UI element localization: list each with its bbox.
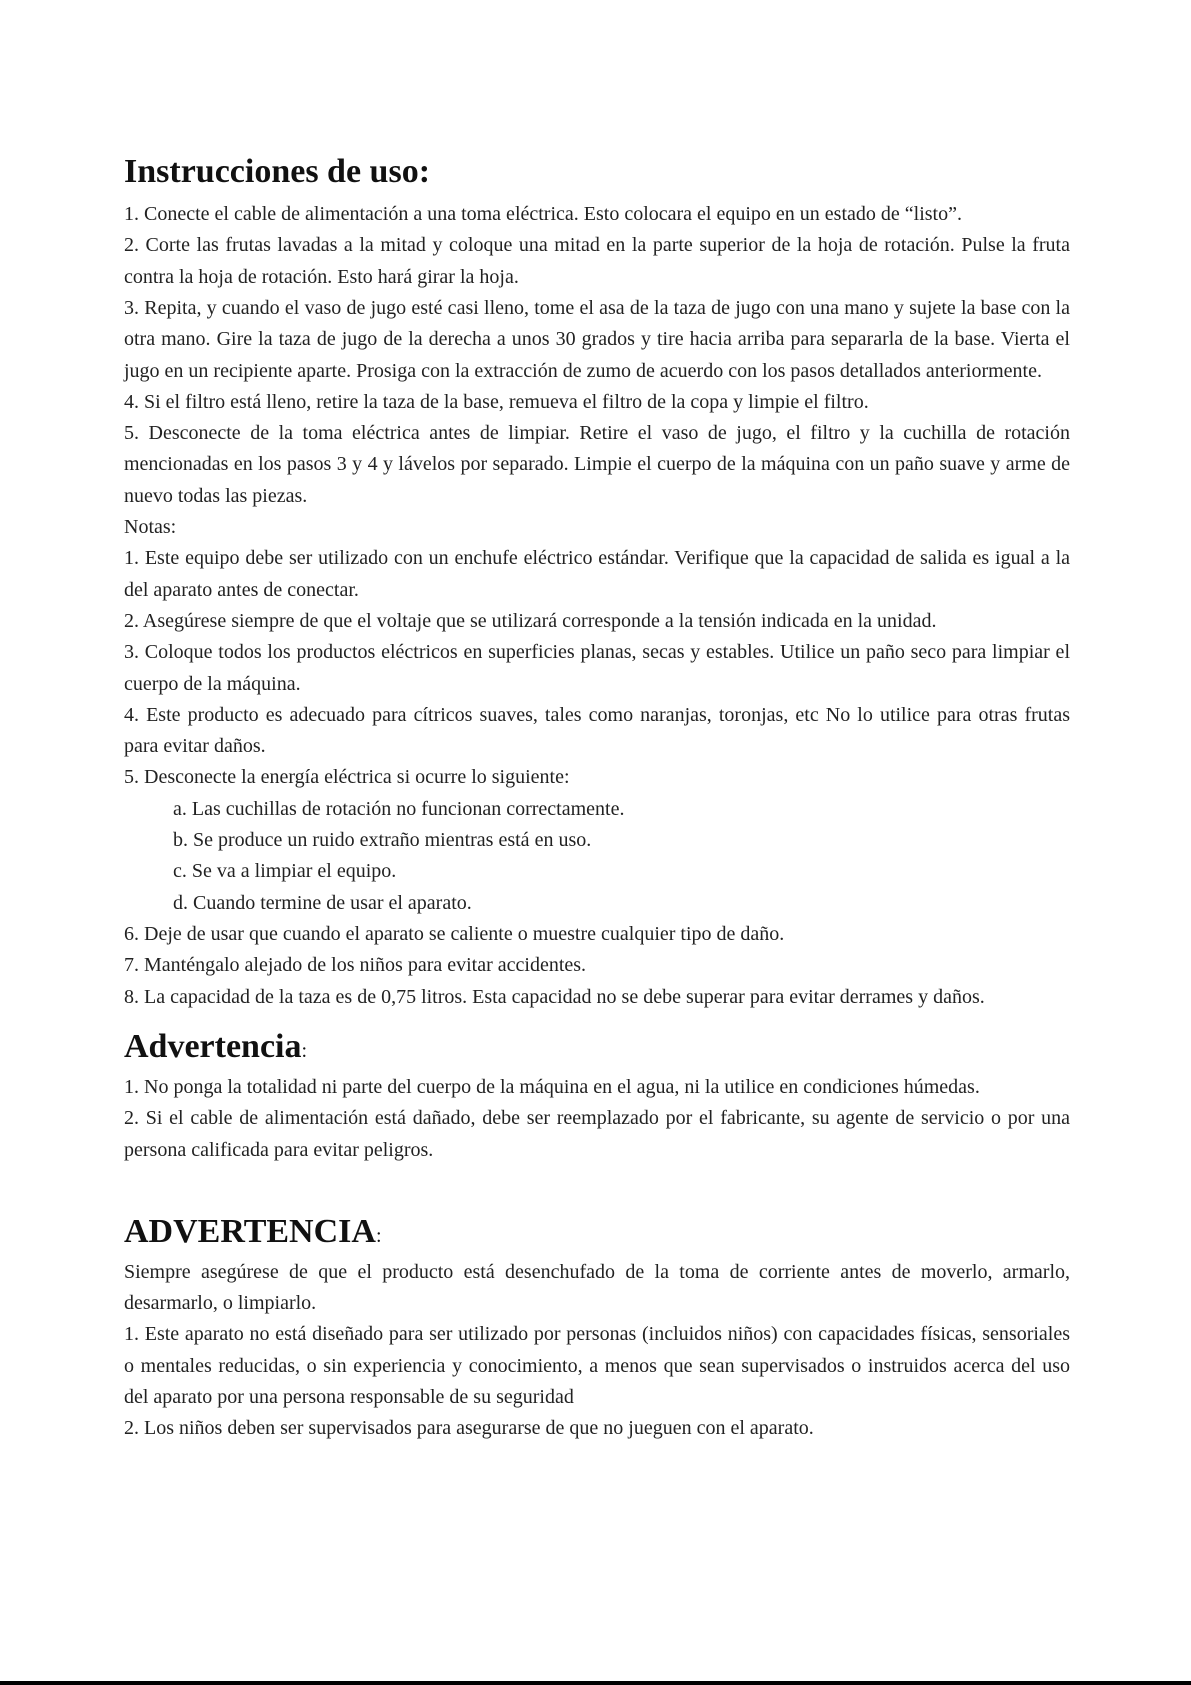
instruction-step-1: 1. Conecte el cable de alimentación a una toma eléctrica. Esto colocara el equipo en un estado de “listo”.: [124, 203, 962, 226]
page-bottom-border: [0, 1681, 1191, 1685]
instruction-step-2: 2. Corte las frutas lavadas a la mitad y coloque una mitad en la parte superior de la hoja de rotación. Pulse la fruta contra la hoja de rotación. Esto hará girar la hoja.: [124, 234, 1070, 288]
warning-caps-item-2: 2. Los niños deben ser supervisados para asegurarse de que no jueguen con el aparato.: [124, 1417, 814, 1440]
warning-caps-heading-colon: :: [375, 1224, 382, 1247]
warning-heading-text: Advertencia: [124, 1027, 302, 1065]
instruction-step-4: 4. Si el filtro está lleno, retire la taza de la base, remueva el filtro de la copa y limpie el filtro.: [124, 390, 869, 413]
notes-label: Notas:: [124, 516, 177, 539]
note-item-1: 1. Este equipo debe ser utilizado con un enchufe eléctrico estándar. Verifique que la capacidad de salida es igual a la del aparato antes de conectar.: [124, 547, 1070, 601]
warning-item-1: 1. No ponga la totalidad ni parte del cuerpo de la máquina en el agua, ni la utilice en condiciones húmedas.: [124, 1075, 980, 1098]
note-subitem-a: a. Las cuchillas de rotación no funcionan correctamente.: [173, 797, 625, 820]
note-item-8: 8. La capacidad de la taza es de 0,75 litros. Esta capacidad no se debe superar para evitar derrames y daños.: [124, 985, 985, 1008]
note-item-5: 5. Desconecte la energía eléctrica si ocurre lo siguiente:: [124, 766, 570, 789]
warning-caps-intro: Siempre asegúrese de que el producto está desenchufado de la toma de corriente antes de moverlo, armarlo, desarmarlo, o limpiarlo.: [124, 1260, 1070, 1315]
note-item-7: 7. Manténgalo alejado de los niños para evitar accidentes.: [124, 954, 587, 977]
warning-item-2: 2. Si el cable de alimentación está dañado, debe ser reemplazado por el fabricante, su agente de servicio o por una persona calificada para evitar peligros.: [124, 1107, 1070, 1161]
warning-caps-item-1: 1. Este aparato no está diseñado para ser utilizado por personas (incluidos niños) con capacidades físicas, sensoriales o mentales reducidas, o sin experiencia y conocimiento, a menos que sean supervisados o instruidos acerca del uso del aparato por una persona responsable de su seguridad: [124, 1323, 1070, 1409]
warning-caps-heading-text: ADVERTENCIA: [124, 1212, 376, 1250]
instruction-step-3: 3. Repita, y cuando el vaso de jugo esté casi lleno, tome el asa de la taza de jugo con una mano y sujete la base con la otra mano. Gire la taza de jugo de la derecha a unos 30 grados y tire hacia arriba para separarla de la base. Vierta el jugo en un recipiente aparte. Prosiga con la extracción de zumo de acuerdo con los pasos detallados anteriormente.: [124, 296, 1070, 382]
note-item-3: 3. Coloque todos los productos eléctricos en superficies planas, secas y estables. Utilice un paño seco para limpiar el cuerpo de la máquina.: [124, 641, 1070, 695]
note-item-2: 2. Asegúrese siempre de que el voltaje que se utilizará corresponde a la tensión indicada en la unidad.: [124, 609, 937, 632]
note-subitem-c: c. Se va a limpiar el equipo.: [173, 860, 397, 883]
document-page: [124, 152, 1070, 1445]
note-subitem-b: b. Se produce un ruido extraño mientras está en uso.: [173, 829, 592, 852]
instruction-step-5: 5. Desconecte de la toma eléctrica antes de limpiar. Retire el vaso de jugo, el filtro y la cuchilla de rotación mencionadas en los pasos 3 y 4 y lávelos por separado. Limpie el cuerpo de la máquina con un paño suave y arme de nuevo todas las piezas.: [124, 422, 1070, 507]
note-item-4: 4. Este producto es adecuado para cítricos suaves, tales como naranjas, toronjas, etc No lo utilice para otras frutas para evitar daños.: [124, 703, 1070, 758]
note-subitem-d: d. Cuando termine de usar el aparato.: [173, 891, 472, 914]
warning-heading-colon: :: [301, 1039, 308, 1062]
instructions-heading: Instrucciones de uso:: [124, 153, 431, 190]
note-item-6: 6. Deje de usar que cuando el aparato se caliente o muestre cualquier tipo de daño.: [124, 922, 785, 945]
warning-caps-heading: [124, 1212, 1070, 1251]
warning-heading: [124, 1027, 1070, 1066]
